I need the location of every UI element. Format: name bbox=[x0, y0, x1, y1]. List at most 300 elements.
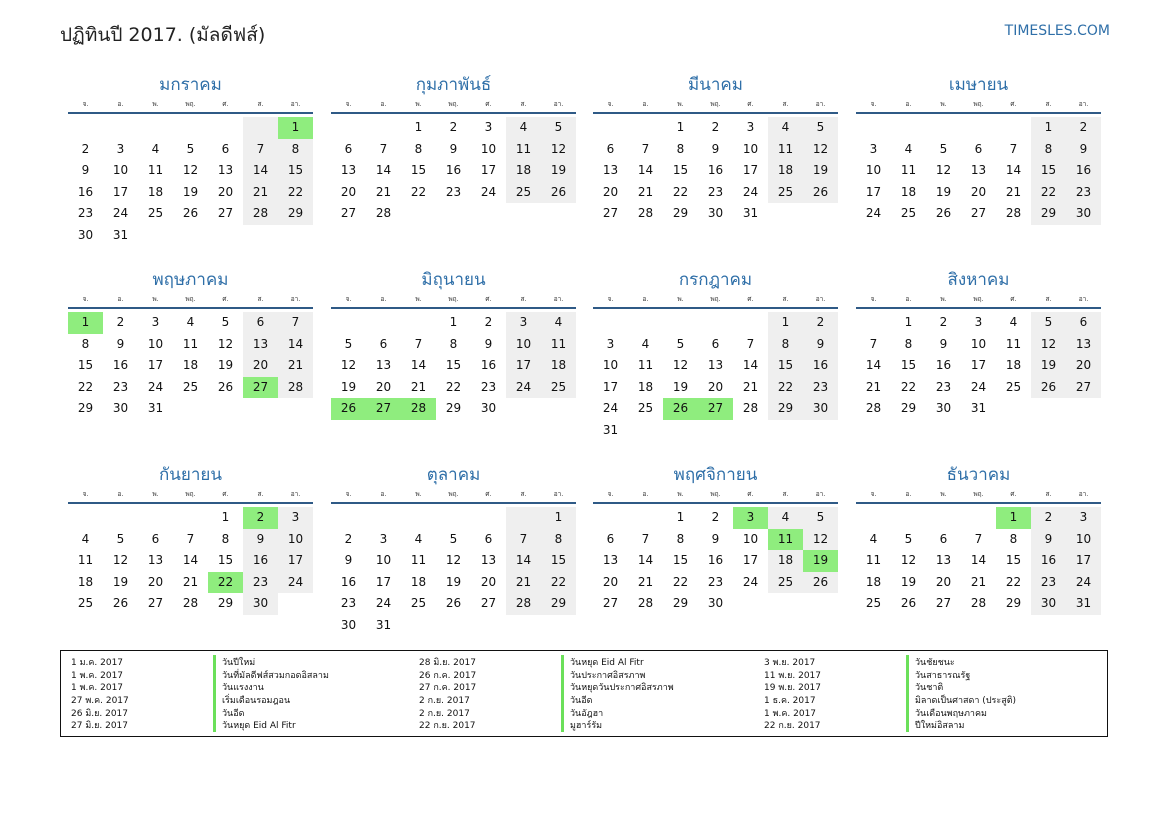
day-cell: 6 bbox=[484, 531, 493, 546]
day-cell: 10 bbox=[602, 358, 619, 373]
day-cell: 15 bbox=[900, 358, 917, 373]
day-cell: 6 bbox=[151, 531, 160, 546]
day-cell: 30 bbox=[1066, 203, 1101, 225]
weekday-label: อ. bbox=[380, 490, 387, 498]
month-block bbox=[856, 268, 1101, 420]
day-cell: 25 bbox=[637, 401, 654, 416]
weekday-label: จ. bbox=[345, 100, 352, 108]
day-cell: 29 bbox=[445, 401, 462, 416]
day-cell: 24 bbox=[278, 572, 313, 594]
day-cell: 24 bbox=[506, 377, 541, 399]
empty-cell bbox=[208, 117, 243, 139]
day-cell: 23 bbox=[707, 184, 724, 199]
weekday-label: พฤ. bbox=[448, 490, 459, 498]
day-cell: 14 bbox=[637, 163, 654, 178]
day-cell: 1 bbox=[414, 120, 423, 134]
day-cell: 18 bbox=[147, 184, 164, 199]
holiday-date: 19 พ.ย. 2017 bbox=[764, 683, 822, 694]
day-cell: 25 bbox=[900, 206, 917, 221]
day-cell: 2 bbox=[344, 531, 353, 546]
holiday-cell: 27 bbox=[366, 398, 401, 420]
holiday-date: 1 พ.ค. 2017 bbox=[71, 670, 124, 681]
day-cell: 7 bbox=[414, 336, 423, 351]
day-cell: 17 bbox=[112, 184, 129, 199]
holiday-name: วันอีด bbox=[213, 706, 244, 720]
weekday-label: อ. bbox=[642, 100, 649, 108]
day-cell: 1 bbox=[541, 507, 576, 529]
day-cell: 16 bbox=[243, 550, 278, 572]
day-cell: 11 bbox=[1005, 336, 1022, 351]
day-cell: 26 bbox=[112, 596, 129, 611]
weekday-label: ศ. bbox=[485, 100, 492, 108]
day-cell: 6 bbox=[243, 312, 278, 334]
day-cell: 28 bbox=[637, 596, 654, 611]
day-cell: 31 bbox=[147, 401, 164, 416]
day-cell: 4 bbox=[81, 531, 90, 546]
day-cell: 25 bbox=[541, 377, 576, 399]
day-cell: 19 bbox=[112, 574, 129, 589]
legend-column bbox=[61, 656, 329, 732]
day-cell: 23 bbox=[77, 206, 94, 221]
legend-row bbox=[409, 694, 674, 707]
day-cell: 21 bbox=[637, 184, 654, 199]
empty-cell bbox=[366, 507, 401, 529]
day-cell: 14 bbox=[865, 358, 882, 373]
legend-row bbox=[61, 719, 329, 732]
empty-cell bbox=[173, 507, 208, 529]
holiday-cell: 22 bbox=[208, 572, 243, 594]
day-cell: 3 bbox=[506, 312, 541, 334]
day-cell: 10 bbox=[375, 553, 392, 568]
day-cell: 8 bbox=[449, 336, 458, 351]
empty-cell bbox=[103, 507, 138, 529]
weekday-header bbox=[331, 98, 576, 114]
day-cell: 1 bbox=[449, 315, 458, 329]
day-cell: 15 bbox=[1031, 160, 1066, 182]
weekday-header bbox=[68, 98, 313, 114]
weekday-label: พฤ. bbox=[448, 295, 459, 303]
holiday-name: วันอีด bbox=[561, 693, 592, 707]
holiday-cell: 19 bbox=[803, 550, 838, 572]
holiday-date: 22 ก.ย. 2017 bbox=[764, 721, 821, 732]
day-cell: 6 bbox=[344, 141, 353, 156]
day-cell: 24 bbox=[742, 574, 759, 589]
day-cell: 24 bbox=[865, 206, 882, 221]
empty-cell bbox=[593, 507, 628, 529]
day-cell: 22 bbox=[1005, 574, 1022, 589]
day-cell: 8 bbox=[81, 336, 90, 351]
day-cell: 19 bbox=[217, 358, 234, 373]
day-cell: 1 bbox=[768, 312, 803, 334]
day-cell: 8 bbox=[1031, 139, 1066, 161]
weekday-label: พ. bbox=[415, 295, 422, 303]
day-cell: 25 bbox=[768, 572, 803, 594]
empty-cell bbox=[68, 117, 103, 139]
day-cell: 4 bbox=[506, 117, 541, 139]
weekday-label: อา. bbox=[815, 100, 826, 108]
empty-cell bbox=[891, 507, 926, 529]
day-cell: 3 bbox=[746, 120, 755, 134]
day-cell: 9 bbox=[803, 334, 838, 356]
day-cell: 14 bbox=[637, 553, 654, 568]
empty-cell bbox=[698, 312, 733, 334]
day-cell: 13 bbox=[480, 553, 497, 568]
day-cell: 9 bbox=[81, 163, 90, 178]
weekday-label: พ. bbox=[677, 295, 684, 303]
day-cell: 23 bbox=[340, 596, 357, 611]
day-cell: 20 bbox=[217, 184, 234, 199]
empty-cell bbox=[926, 507, 961, 529]
day-cell: 24 bbox=[602, 401, 619, 416]
day-cell: 4 bbox=[186, 315, 195, 329]
day-cell: 1 bbox=[221, 510, 230, 524]
holiday-name: วันที่มัลดีฟส์สวมกอดอิสลาม bbox=[213, 668, 329, 682]
weekday-label: ส. bbox=[1045, 100, 1052, 108]
day-cell: 5 bbox=[541, 117, 576, 139]
day-cell: 27 bbox=[1066, 377, 1101, 399]
day-cell: 27 bbox=[480, 596, 497, 611]
weekday-label: อา. bbox=[290, 490, 301, 498]
weekday-label: ส. bbox=[520, 100, 527, 108]
weekday-label: อ. bbox=[905, 295, 912, 303]
day-cell: 1 bbox=[1031, 117, 1066, 139]
holiday-cell: 26 bbox=[663, 398, 698, 420]
holiday-name: วันประกาศอิสรภาพ bbox=[561, 668, 645, 682]
weekday-label: พฤ. bbox=[448, 100, 459, 108]
day-cell: 23 bbox=[1031, 572, 1066, 594]
weekday-label: อา. bbox=[815, 295, 826, 303]
day-cell: 16 bbox=[707, 163, 724, 178]
day-cell: 27 bbox=[602, 596, 619, 611]
day-cell: 28 bbox=[637, 206, 654, 221]
empty-cell bbox=[68, 507, 103, 529]
month-name: ตุลาคม bbox=[426, 465, 481, 485]
weekday-label: อ. bbox=[117, 295, 124, 303]
legend-row bbox=[409, 706, 674, 719]
holiday-date: 1 พ.ค. 2017 bbox=[764, 708, 817, 719]
weekday-label: จ. bbox=[82, 490, 89, 498]
legend-row bbox=[409, 656, 674, 669]
day-cell: 30 bbox=[935, 401, 952, 416]
day-cell: 1 bbox=[904, 315, 913, 329]
day-cell: 8 bbox=[676, 141, 685, 156]
day-cell: 13 bbox=[340, 163, 357, 178]
day-cell: 4 bbox=[414, 531, 423, 546]
day-cell: 22 bbox=[672, 574, 689, 589]
day-cell: 12 bbox=[445, 553, 462, 568]
weekday-label: ศ. bbox=[485, 295, 492, 303]
weekday-label: อา. bbox=[553, 490, 564, 498]
empty-cell bbox=[436, 507, 471, 529]
day-cell: 22 bbox=[768, 377, 803, 399]
day-cell: 18 bbox=[865, 574, 882, 589]
weekday-label: พฤ. bbox=[710, 100, 721, 108]
day-cell: 7 bbox=[243, 139, 278, 161]
day-cell: 18 bbox=[900, 184, 917, 199]
day-cell: 25 bbox=[77, 596, 94, 611]
day-cell: 23 bbox=[803, 377, 838, 399]
day-cell: 13 bbox=[243, 334, 278, 356]
day-cell: 15 bbox=[217, 553, 234, 568]
day-cell: 12 bbox=[112, 553, 129, 568]
legend-row bbox=[61, 694, 329, 707]
empty-cell bbox=[856, 507, 891, 529]
day-cell: 30 bbox=[707, 596, 724, 611]
legend-column bbox=[409, 656, 674, 732]
empty-cell bbox=[856, 117, 891, 139]
day-cell: 17 bbox=[602, 379, 619, 394]
day-cell: 14 bbox=[1005, 163, 1022, 178]
day-cell: 29 bbox=[278, 203, 313, 225]
day-cell: 14 bbox=[742, 358, 759, 373]
day-cell: 26 bbox=[541, 182, 576, 204]
day-cell: 12 bbox=[803, 529, 838, 551]
weekday-header bbox=[856, 488, 1101, 504]
day-cell: 20 bbox=[602, 184, 619, 199]
day-cell: 28 bbox=[278, 377, 313, 399]
weekday-label: พฤ. bbox=[710, 490, 721, 498]
day-cell: 28 bbox=[506, 593, 541, 615]
day-cell: 17 bbox=[147, 358, 164, 373]
weekday-header bbox=[331, 488, 576, 504]
weekday-header bbox=[856, 98, 1101, 114]
weekday-label: พ. bbox=[415, 100, 422, 108]
holiday-date: 2 ก.ย. 2017 bbox=[419, 696, 470, 707]
month-name: มกราคม bbox=[159, 75, 222, 95]
day-cell: 7 bbox=[869, 336, 878, 351]
day-cell: 14 bbox=[410, 358, 427, 373]
day-cell: 16 bbox=[935, 358, 952, 373]
day-cell: 23 bbox=[112, 379, 129, 394]
holiday-cell: 3 bbox=[733, 507, 768, 529]
day-cell: 11 bbox=[637, 358, 654, 373]
day-cell: 21 bbox=[865, 379, 882, 394]
day-cell: 6 bbox=[711, 336, 720, 351]
legend-row bbox=[409, 669, 674, 682]
day-cell: 4 bbox=[641, 336, 650, 351]
weekday-header bbox=[856, 293, 1101, 309]
day-cell: 17 bbox=[865, 184, 882, 199]
day-cell: 4 bbox=[904, 141, 913, 156]
holiday-name: เริ่มเดือนรอมฎอน bbox=[213, 693, 290, 707]
month-block bbox=[856, 73, 1101, 225]
day-cell: 25 bbox=[768, 182, 803, 204]
weekday-label: ศ. bbox=[1010, 100, 1017, 108]
day-cell: 18 bbox=[1005, 358, 1022, 373]
empty-cell bbox=[733, 312, 768, 334]
day-cell: 5 bbox=[344, 336, 353, 351]
day-cell: 24 bbox=[742, 184, 759, 199]
holiday-name: วันแรงงาน bbox=[213, 680, 264, 694]
day-cell: 6 bbox=[1066, 312, 1101, 334]
holiday-name: วันชัยชนะ bbox=[906, 655, 955, 669]
holiday-cell: 26 bbox=[331, 398, 366, 420]
day-cell: 3 bbox=[379, 531, 388, 546]
holiday-date: 27 มิ.ย. 2017 bbox=[71, 721, 129, 732]
weekday-label: อา. bbox=[290, 100, 301, 108]
weekday-label: อ. bbox=[905, 490, 912, 498]
weekday-label: ส. bbox=[782, 295, 789, 303]
weekday-label: อ. bbox=[117, 100, 124, 108]
day-cell: 3 bbox=[869, 141, 878, 156]
day-cell: 27 bbox=[340, 206, 357, 221]
legend-row bbox=[409, 681, 674, 694]
day-cell: 23 bbox=[707, 574, 724, 589]
day-cell: 15 bbox=[1005, 553, 1022, 568]
empty-cell bbox=[173, 117, 208, 139]
day-cell: 2 bbox=[116, 315, 125, 329]
day-cell: 25 bbox=[410, 596, 427, 611]
day-cell: 20 bbox=[707, 379, 724, 394]
legend-row bbox=[754, 694, 1016, 707]
day-cell: 11 bbox=[541, 334, 576, 356]
weekday-label: พฤ. bbox=[710, 295, 721, 303]
day-cell: 30 bbox=[77, 227, 94, 242]
day-cell: 23 bbox=[1066, 182, 1101, 204]
day-cell: 21 bbox=[243, 182, 278, 204]
month-block bbox=[331, 73, 576, 225]
day-cell: 16 bbox=[77, 184, 94, 199]
day-cell: 18 bbox=[637, 379, 654, 394]
holiday-date: 1 ม.ค. 2017 bbox=[71, 658, 124, 669]
weekday-label: ส. bbox=[520, 490, 527, 498]
day-cell: 13 bbox=[375, 358, 392, 373]
empty-cell bbox=[331, 507, 366, 529]
month-name: กันยายน bbox=[158, 465, 222, 485]
day-cell: 21 bbox=[970, 574, 987, 589]
day-cell: 15 bbox=[77, 358, 94, 373]
day-cell: 19 bbox=[340, 379, 357, 394]
weekday-label: ส. bbox=[782, 100, 789, 108]
page-title: ปฏิทินปี 2017. (มัลดีฟส์) bbox=[60, 24, 266, 46]
day-cell: 30 bbox=[1031, 593, 1066, 615]
day-cell: 20 bbox=[243, 355, 278, 377]
day-cell: 21 bbox=[742, 379, 759, 394]
weekday-label: พฤ. bbox=[973, 295, 984, 303]
day-cell: 23 bbox=[243, 572, 278, 594]
month-name: เมษายน bbox=[948, 75, 1009, 95]
day-cell: 17 bbox=[506, 355, 541, 377]
day-cell: 13 bbox=[602, 163, 619, 178]
weekday-label: พฤ. bbox=[185, 490, 196, 498]
weekday-label: อ. bbox=[117, 490, 124, 498]
weekday-header bbox=[593, 98, 838, 114]
day-cell: 15 bbox=[541, 550, 576, 572]
day-cell: 6 bbox=[974, 141, 983, 156]
empty-cell bbox=[138, 117, 173, 139]
day-cell: 11 bbox=[768, 139, 803, 161]
weekday-header bbox=[68, 488, 313, 504]
month-name: พฤษภาคม bbox=[152, 270, 229, 290]
month-block bbox=[68, 268, 313, 420]
weekday-label: จ. bbox=[607, 295, 614, 303]
holiday-name: วันอัฎฮา bbox=[561, 706, 603, 720]
day-cell: 30 bbox=[707, 206, 724, 221]
day-cell: 4 bbox=[541, 312, 576, 334]
day-cell: 15 bbox=[672, 553, 689, 568]
weekday-label: ศ. bbox=[747, 295, 754, 303]
day-grid bbox=[68, 507, 313, 615]
day-cell: 11 bbox=[865, 553, 882, 568]
day-cell: 30 bbox=[803, 398, 838, 420]
month-block bbox=[331, 268, 576, 420]
day-cell: 12 bbox=[541, 139, 576, 161]
day-cell: 12 bbox=[217, 336, 234, 351]
day-cell: 26 bbox=[803, 182, 838, 204]
holiday-name: วันเดือนพฤษภาคม bbox=[906, 706, 987, 720]
weekday-label: อา. bbox=[553, 295, 564, 303]
day-cell: 29 bbox=[1031, 203, 1066, 225]
month-block bbox=[593, 73, 838, 225]
day-cell: 19 bbox=[935, 184, 952, 199]
site-link[interactable]: TIMESLES.COM bbox=[1004, 23, 1110, 39]
day-cell: 2 bbox=[449, 120, 458, 134]
day-cell: 9 bbox=[344, 553, 353, 568]
day-cell: 23 bbox=[480, 379, 497, 394]
day-cell: 29 bbox=[217, 596, 234, 611]
holiday-cell: 27 bbox=[698, 398, 733, 420]
day-cell: 23 bbox=[935, 379, 952, 394]
weekday-label: ส. bbox=[257, 100, 264, 108]
day-cell: 21 bbox=[506, 572, 541, 594]
day-cell: 8 bbox=[768, 334, 803, 356]
day-cell: 21 bbox=[182, 574, 199, 589]
day-cell: 19 bbox=[1031, 355, 1066, 377]
day-cell: 14 bbox=[182, 553, 199, 568]
day-cell: 19 bbox=[672, 379, 689, 394]
day-cell: 30 bbox=[112, 401, 129, 416]
legend-column bbox=[754, 656, 1016, 732]
day-cell: 3 bbox=[974, 315, 983, 329]
weekday-label: จ. bbox=[82, 100, 89, 108]
day-cell: 5 bbox=[803, 507, 838, 529]
holiday-name: วันหยุดวันประกาศอิสรภาพ bbox=[561, 680, 674, 694]
day-cell: 10 bbox=[1066, 529, 1101, 551]
month-block bbox=[331, 463, 576, 637]
day-cell: 3 bbox=[151, 315, 160, 329]
day-cell: 18 bbox=[77, 574, 94, 589]
day-cell: 11 bbox=[900, 163, 917, 178]
empty-cell bbox=[401, 312, 436, 334]
day-cell: 6 bbox=[379, 336, 388, 351]
holiday-date: 3 พ.ย. 2017 bbox=[764, 658, 816, 669]
day-cell: 16 bbox=[445, 163, 462, 178]
day-cell: 7 bbox=[379, 141, 388, 156]
day-cell: 19 bbox=[445, 574, 462, 589]
day-grid bbox=[331, 312, 576, 420]
day-cell: 20 bbox=[375, 379, 392, 394]
empty-cell bbox=[628, 507, 663, 529]
weekday-label: จ. bbox=[345, 295, 352, 303]
day-cell: 5 bbox=[676, 336, 685, 351]
empty-cell bbox=[628, 117, 663, 139]
day-cell: 26 bbox=[935, 206, 952, 221]
weekday-label: พ. bbox=[940, 100, 947, 108]
holiday-date: 1 ธ.ค. 2017 bbox=[764, 696, 816, 707]
day-cell: 23 bbox=[445, 184, 462, 199]
weekday-label: อา. bbox=[290, 295, 301, 303]
empty-cell bbox=[628, 312, 663, 334]
day-cell: 10 bbox=[742, 531, 759, 546]
empty-cell bbox=[103, 117, 138, 139]
holiday-cell: 1 bbox=[278, 117, 313, 139]
day-cell: 10 bbox=[970, 336, 987, 351]
holiday-date: 27 พ.ค. 2017 bbox=[71, 696, 129, 707]
day-cell: 9 bbox=[116, 336, 125, 351]
holiday-date: 28 มิ.ย. 2017 bbox=[419, 658, 477, 669]
day-cell: 13 bbox=[602, 553, 619, 568]
day-cell: 29 bbox=[77, 401, 94, 416]
